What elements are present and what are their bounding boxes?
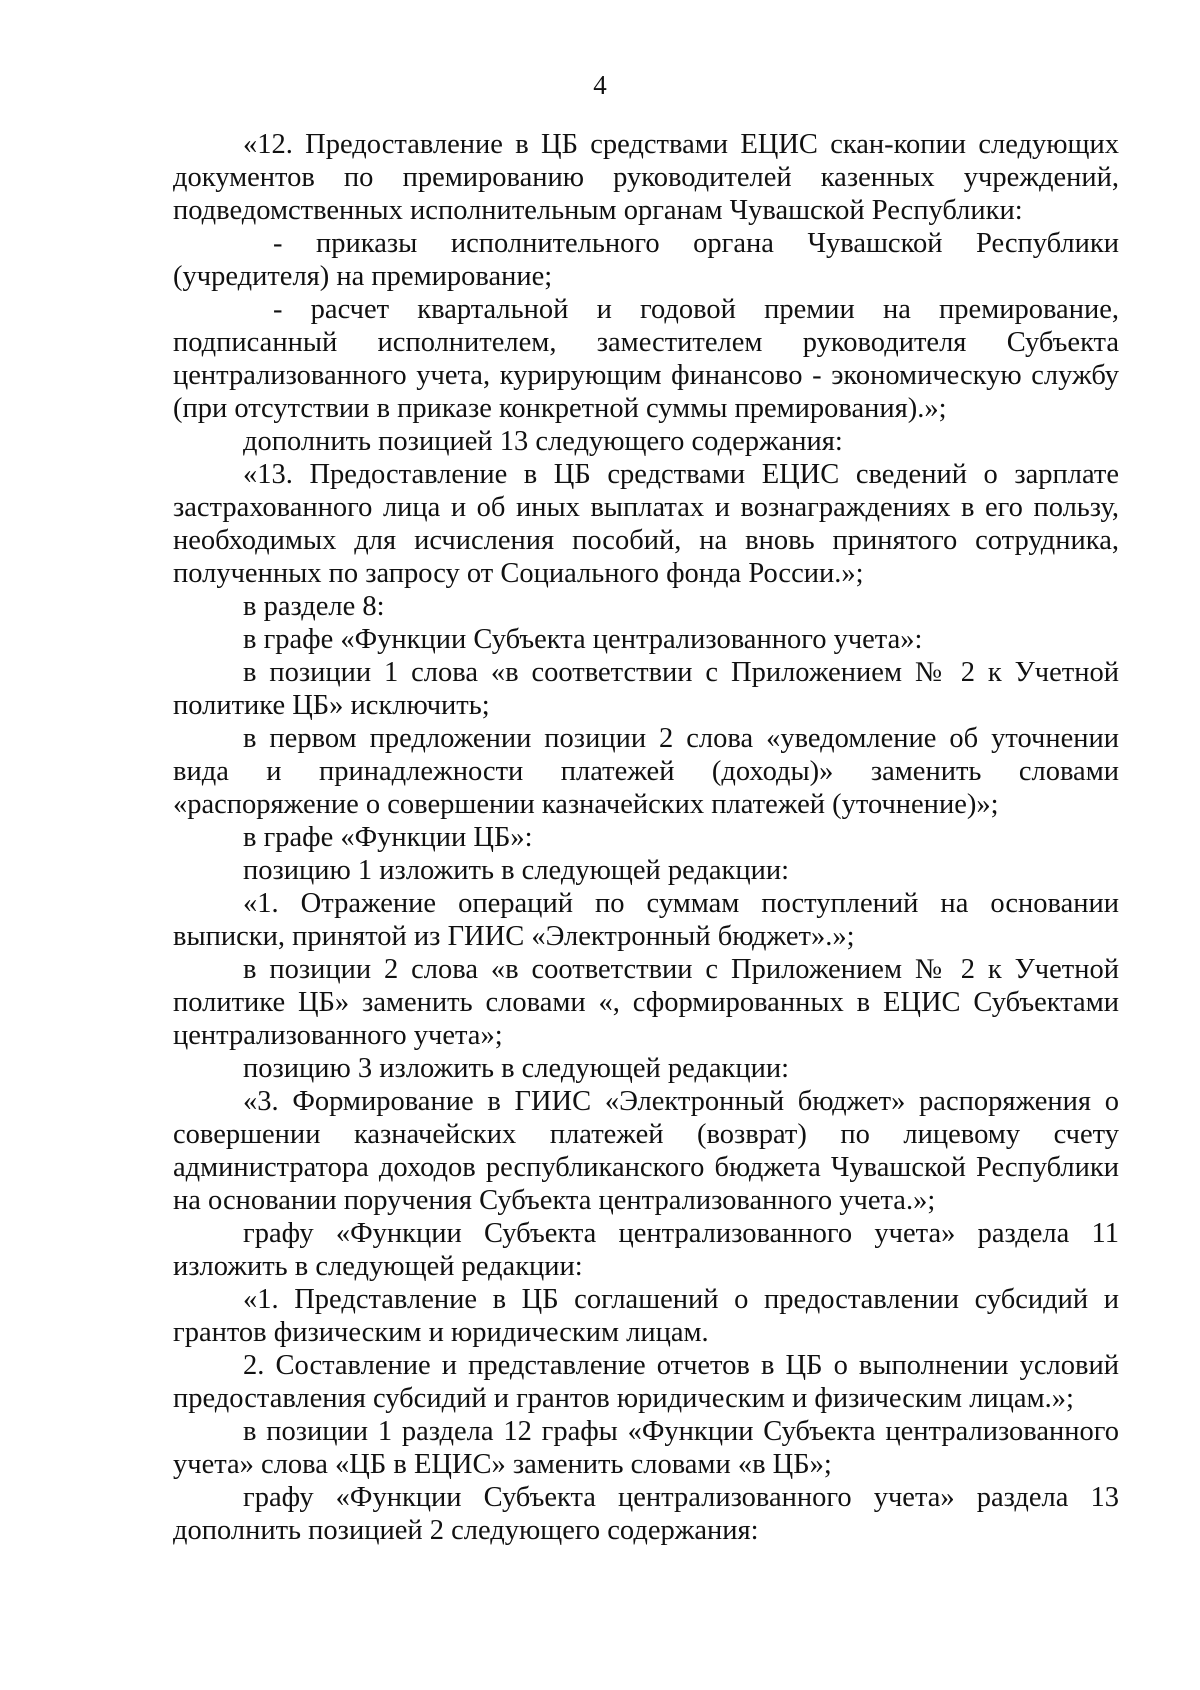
paragraph: в разделе 8: <box>243 591 385 622</box>
document-body <box>173 128 1119 1547</box>
page-number: 4 <box>593 70 607 100</box>
paragraph: в позиции 2 слова «в соответствии с Приложением № 2 к Учетной политике ЦБ» заменить словами «, сформированных в ЕЦИС Субъектами централизованного учета»; <box>173 954 1119 1051</box>
paragraph: в графе «Функции ЦБ»: <box>243 822 533 853</box>
paragraph: «1. Представление в ЦБ соглашений о предоставлении субсидий и грантов физическим и юридическим лицам. <box>173 1284 1119 1348</box>
paragraph: графу «Функции Субъекта централизованного учета» раздела 11 изложить в следующей редакции: <box>173 1218 1119 1282</box>
paragraph: в позиции 1 раздела 12 графы «Функции Субъекта централизованного учета» слова «ЦБ в ЕЦИС» заменить словами «в ЦБ»; <box>173 1416 1119 1480</box>
paragraph: - расчет квартальной и годовой премии на премирование, подписанный исполнителем, заместителем руководителя Субъекта централизованного учета, курирующим финансово - экономическую службу (при отсутствии в приказе конкретной суммы премирования).»; <box>173 294 1119 424</box>
paragraph: 2. Составление и представление отчетов в ЦБ о выполнении условий предоставления субсидий и грантов юридическим и физическим лицам.»; <box>173 1350 1119 1414</box>
paragraph: в первом предложении позиции 2 слова «уведомление об уточнении вида и принадлежности платежей (доходы)» заменить словами «распоряжение о совершении казначейских платежей (уточнение)»; <box>173 723 1119 820</box>
paragraph: в позиции 1 слова «в соответствии с Приложением № 2 к Учетной политике ЦБ» исключить; <box>173 657 1119 721</box>
paragraph: дополнить позицией 13 следующего содержания: <box>243 426 843 457</box>
paragraph: «12. Предоставление в ЦБ средствами ЕЦИС скан-копии следующих документов по премированию руководителей казенных учреждений, подведомственных исполнительным органам Чувашской Республики: <box>173 129 1119 226</box>
paragraph: позицию 1 изложить в следующей редакции: <box>243 855 790 886</box>
paragraph: «3. Формирование в ГИИС «Электронный бюджет» распоряжения о совершении казначейских платежей (возврат) по лицевому счету администратора доходов республиканского бюджета Чувашской Республики на основании поручения Субъекта централизованного учета.»; <box>173 1086 1119 1216</box>
paragraph: позицию 3 изложить в следующей редакции: <box>243 1053 790 1084</box>
paragraph: графу «Функции Субъекта централизованного учета» раздела 13 дополнить позицией 2 следующего содержания: <box>173 1482 1119 1546</box>
paragraph: в графе «Функции Субъекта централизованного учета»: <box>243 624 923 655</box>
paragraph: - приказы исполнительного органа Чувашской Республики (учредителя) на премирование; <box>173 228 1119 292</box>
paragraph: «1. Отражение операций по суммам поступлений на основании выписки, принятой из ГИИС «Электронный бюджет».»; <box>173 888 1119 952</box>
paragraph: «13. Предоставление в ЦБ средствами ЕЦИС сведений о зарплате застрахованного лица и об иных выплатах и вознаграждениях в его пользу, необходимых для исчисления пособий, на вновь принятого сотрудника, полученных по запросу от Социального фонда России.»; <box>173 459 1119 589</box>
